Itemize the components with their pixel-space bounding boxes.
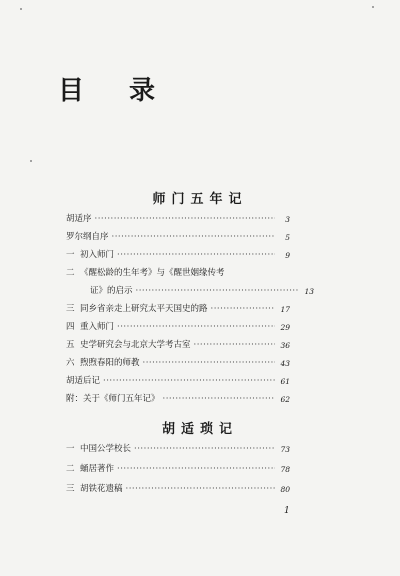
toc-entry-number: 三 (66, 484, 75, 494)
toc-entry-page: 62 (280, 395, 290, 404)
toc-entry-page: 80 (280, 485, 290, 494)
leader-dots (112, 232, 275, 242)
toc-entry-title: 重入师门 (80, 322, 115, 332)
leader-dots (211, 304, 275, 314)
toc-entry-title: 罗尔纲自序 (66, 232, 109, 242)
toc-entry-page: 43 (280, 359, 290, 368)
toc-entry-title: 胡铁花遗稿 (80, 484, 123, 494)
toc-entry[interactable] (66, 440, 290, 454)
toc-entry[interactable] (66, 372, 290, 386)
toc-entry[interactable] (66, 480, 290, 494)
toc-entry-number: 三 (66, 304, 75, 314)
toc-entry-title: 中国公学校长 (80, 444, 132, 454)
scan-speck (20, 8, 22, 10)
toc-entry-title: 史学研究会与北京大学考古室 (80, 340, 191, 350)
page-title: 目 录 (58, 76, 174, 106)
leader-dots (117, 464, 275, 474)
toc-entry-page: 17 (280, 305, 290, 314)
toc-entry[interactable] (66, 336, 290, 350)
toc-entry-page: 78 (280, 465, 290, 474)
toc-entry-number: 六 (66, 358, 75, 368)
toc-entry-number: 二 (66, 464, 75, 474)
toc-entry-number: 五 (66, 340, 75, 350)
toc-entry[interactable] (66, 390, 290, 404)
leader-dots (143, 358, 275, 368)
toc-entry-title: 《醒松龄的生年考》与《醒世姻缘传考 (80, 268, 225, 278)
section-heading-1: 师门五年记 (152, 192, 248, 207)
toc-entry-continuation[interactable] (66, 282, 314, 296)
scan-speck (30, 160, 32, 162)
toc-entry-title: 蛹居著作 (80, 464, 115, 474)
toc-entry[interactable] (66, 300, 290, 314)
page-number: 1 (284, 506, 290, 516)
toc-entry[interactable] (66, 318, 290, 332)
toc-entry-title: 初入师门 (80, 250, 115, 260)
leader-dots (117, 250, 275, 260)
leader-dots (134, 444, 275, 454)
toc-entry-title: 附：关于《师门五年记》 (66, 394, 160, 404)
toc-entry[interactable] (66, 210, 290, 224)
toc-entry[interactable] (66, 354, 290, 368)
leader-dots (117, 322, 275, 332)
toc-entry-page: 13 (304, 287, 314, 296)
toc-entry-number: 一 (66, 444, 75, 454)
toc-entry-page: 3 (285, 215, 290, 224)
toc-entry-title: 同乡省亲走上研究太平天国史的路 (80, 304, 208, 314)
toc-entry-number: 一 (66, 250, 75, 260)
leader-dots (163, 394, 275, 404)
scan-speck (372, 6, 374, 8)
toc-entry-title: 证》的启示 (90, 286, 133, 296)
leader-dots (103, 376, 275, 386)
leader-dots (136, 286, 299, 296)
toc-entry[interactable] (66, 460, 290, 474)
toc-entry-title: 胡适后记 (66, 376, 101, 386)
toc-entry-page: 36 (280, 341, 290, 350)
toc-entry[interactable] (66, 246, 290, 260)
toc-entry-page: 73 (280, 445, 290, 454)
toc-entry[interactable] (66, 264, 290, 278)
leader-dots (194, 340, 275, 350)
toc-entry-title: 胡适序 (66, 214, 92, 224)
leader-dots (126, 484, 275, 494)
leader-dots (95, 214, 275, 224)
toc-entry-number: 四 (66, 322, 75, 332)
toc-entry-page: 9 (285, 251, 290, 260)
toc-entry-title: 煦煦春阳的师教 (80, 358, 140, 368)
toc-entry[interactable] (66, 228, 290, 242)
section-heading-2: 胡适琐记 (161, 422, 238, 437)
toc-entry-number: 二 (66, 268, 75, 278)
toc-entry-page: 29 (280, 323, 290, 332)
toc-entry-page: 61 (280, 377, 290, 386)
toc-entry-page: 5 (285, 233, 290, 242)
